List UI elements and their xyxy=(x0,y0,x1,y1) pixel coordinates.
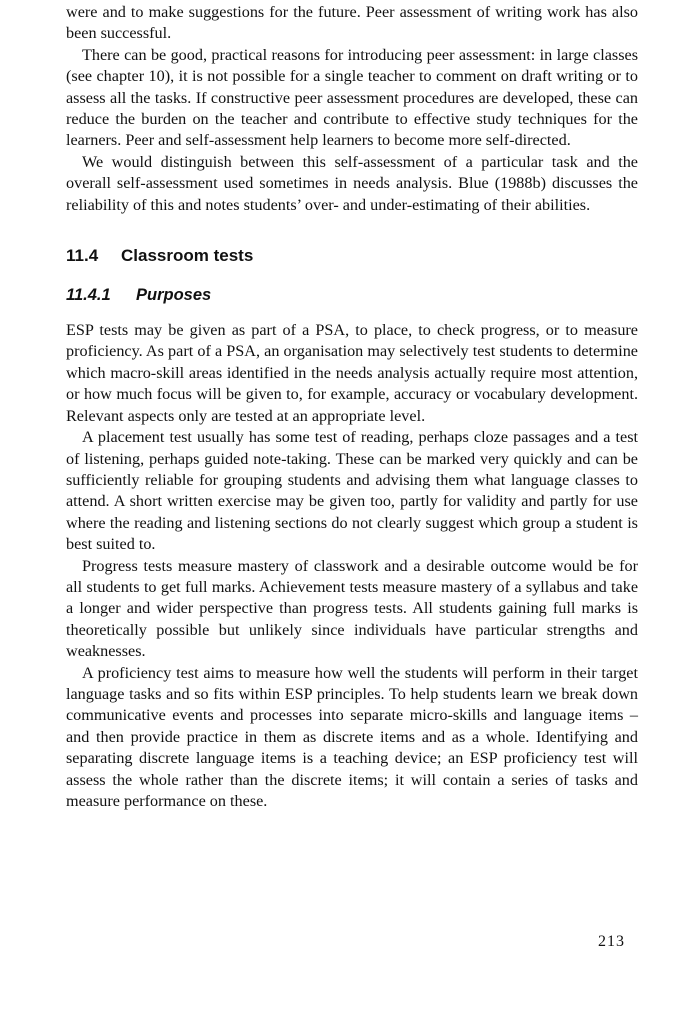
section-number: 11.4 xyxy=(66,246,99,266)
page-number: 213 xyxy=(598,933,625,950)
subsection-number: 11.4.1 xyxy=(66,286,111,305)
paragraph-continued: were and to make suggestions for the future. Peer assessment of writing work has also been successful. xyxy=(66,3,638,43)
section-title: Classroom tests xyxy=(121,246,254,266)
subsection-title: Purposes xyxy=(136,286,212,305)
section-heading xyxy=(66,245,638,267)
paragraph-self-assessment: We would distinguish between this self-assessment of a particular task and the overall self-assessment used sometimes in needs analysis. Blue (1988b) discusses the reliability of this and notes students’ over- and under-estimating of their abilities. xyxy=(66,152,638,214)
paragraph-esp-tests: ESP tests may be given as part of a PSA, to place, to check progress, or to measure proficiency. As part of a PSA, an organisation may selectively test students to determine which macro-skill areas identified in the needs analysis actually require most attention, or how much focus will be given to, for example, accuracy or vocabulary development. Relevant aspects only are tested at an appropriate level. xyxy=(66,321,638,425)
paragraph-progress-tests: Progress tests measure mastery of classwork and a desirable outcome would be for all students to get full marks. Achievement tests measure mastery of a syllabus and take a longer and wider perspective than progress tests. All students gaining full marks is theoretically possible but unlikely since individuals have particular strengths and weaknesses. xyxy=(66,556,638,661)
paragraph-peer-assessment-reasons: There can be good, practical reasons for introducing peer assessment: in large classes (see chapter 10), it is not possible for a single teacher to comment on draft writing or to assess all the tasks. If constructive peer assessment procedures are developed, these can reduce the burden on the teacher and contribute to effective study techniques for the learners. Peer and self-assessment help learners to become more self-directed. xyxy=(66,45,638,150)
subsection-heading xyxy=(66,284,638,306)
book-page xyxy=(66,2,638,812)
paragraph-placement-test: A placement test usually has some test of reading, perhaps cloze passages and a test of listening, perhaps guided note-taking. These can be marked very quickly and can be sufficiently reliable for grouping students and advising them what language classes to attend. A short written exercise may be given too, partly for validity and partly for use where the reading and listening sections do not clearly suggest which group a student is best suited to. xyxy=(66,428,638,554)
paragraph-proficiency-test: A proficiency test aims to measure how well the students will perform in their target language tasks and so fits within ESP principles. To help students learn we break down communicative events and processes into separate micro-skills and language items – and then provide practice in them as discrete items and as a whole. Identifying and separating discrete language items is a teaching device; an ESP proficiency test will assess the whole rather than the discrete items; it will contain a series of tasks and measure performance on these. xyxy=(66,663,638,810)
